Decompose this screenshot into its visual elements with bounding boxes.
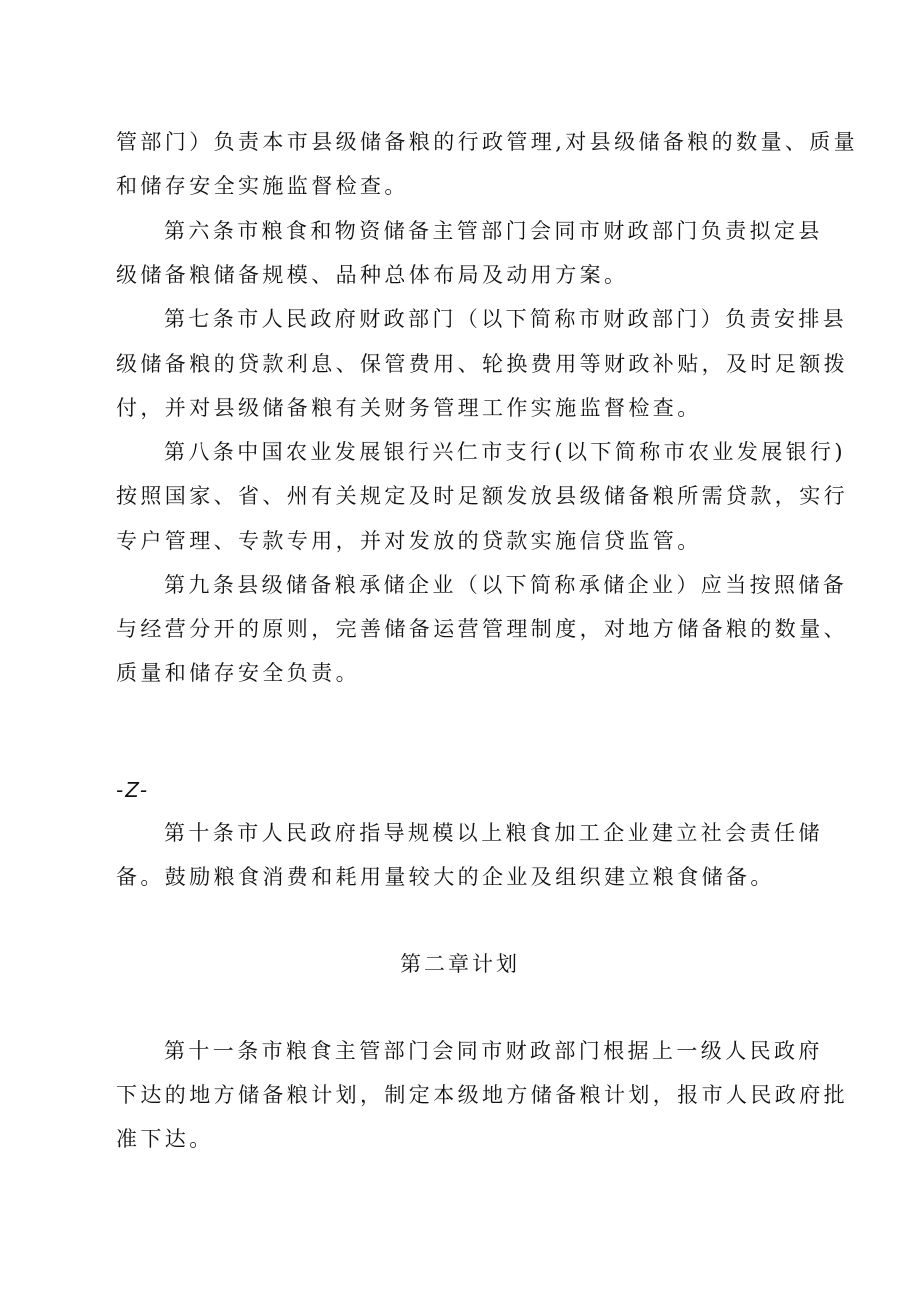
paragraph-line: 管部门）负责本市县级储备粮的行政管理,对县级储备粮的数量、质量 (116, 130, 859, 154)
paragraph-line: 质量和储存安全负责。 (116, 661, 360, 685)
paragraph-line: 第六条市粮食和物资储备主管部门会同市财政部门负责拟定县 (164, 219, 823, 243)
paragraph-line: 第十条市人民政府指导规模以上粮食加工企业建立社会责任储 (164, 821, 823, 845)
paragraph-line: 第七条市人民政府财政部门（以下简称市财政部门）负责安排县 (164, 307, 848, 331)
paragraph-line: 准下达。 (116, 1127, 214, 1151)
paragraph-line: 与经营分开的原则，完善储备运营管理制度，对地方储备粮的数量、 (116, 617, 848, 641)
paragraph-line: 备。鼓励粮食消费和耗用量较大的企业及组织建立粮食储备。 (116, 865, 775, 889)
paragraph-line: 级储备粮储备规模、品种总体布局及动用方案。 (116, 263, 629, 287)
paragraph-line: 和储存安全实施监督检查。 (116, 174, 409, 198)
chapter-heading: 第二章计划 (400, 952, 520, 976)
paragraph-line: 按照国家、省、州有关规定及时足额发放县级储备粮所需贷款，实行 (116, 484, 848, 508)
paragraph-line: 付，并对县级储备粮有关财务管理工作实施监督检查。 (116, 396, 702, 420)
paragraph-line: 第八条中国农业发展银行兴仁市支行(以下简称市农业发展银行) (164, 440, 846, 464)
paragraph-line: 第十一条市粮食主管部门会同市财政部门根据上一级人民政府 (164, 1039, 823, 1063)
page-number: -Z- (116, 778, 150, 802)
paragraph-line: 专户管理、专款专用，并对发放的贷款实施信贷监管。 (116, 529, 702, 553)
paragraph-line: 下达的地方储备粮计划，制定本级地方储备粮计划，报市人民政府批 (116, 1083, 848, 1107)
paragraph-line: 第九条县级储备粮承储企业（以下简称承储企业）应当按照储备 (164, 573, 848, 597)
paragraph-line: 级储备粮的贷款利息、保管费用、轮换费用等财政补贴，及时足额拨 (116, 352, 848, 376)
